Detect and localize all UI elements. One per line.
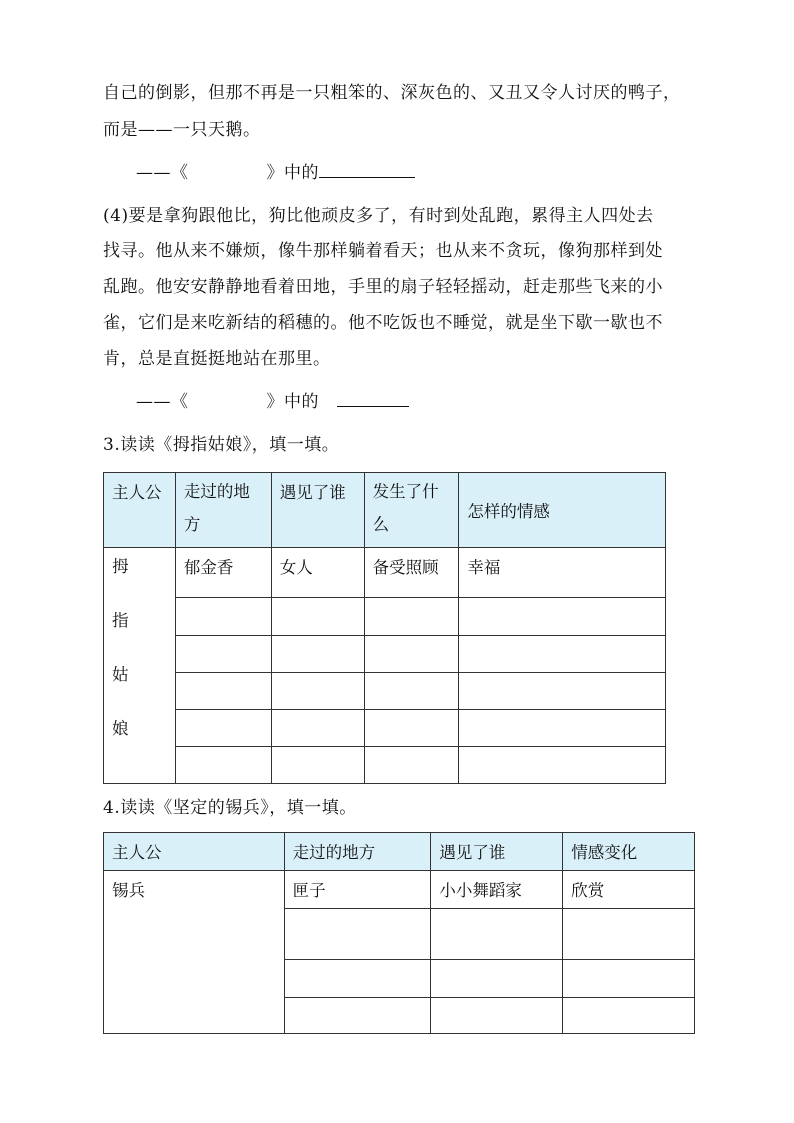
table-cell: 女人 <box>271 548 364 598</box>
table-cell: 幸福 <box>459 548 666 598</box>
empty-cell[interactable] <box>459 747 666 784</box>
table-row <box>104 673 666 710</box>
empty-cell[interactable] <box>459 598 666 636</box>
table-cell: 小小舞蹈家 <box>431 871 563 909</box>
empty-cell[interactable] <box>284 909 431 960</box>
table-cell: 欣赏 <box>563 871 695 909</box>
passage4-line2: 找寻。他从来不嫌烦，像牛那样躺着看天；也从来不贪玩，像狗那样到处 <box>103 241 663 261</box>
passage4-line5: 肯，总是直挺挺地站在那里。 <box>103 349 331 369</box>
protagonist-cell: 锡兵 <box>104 871 285 1034</box>
answer-mid: 》中的 <box>266 163 319 183</box>
empty-cell[interactable] <box>271 598 364 636</box>
empty-cell[interactable] <box>271 673 364 710</box>
empty-cell[interactable] <box>431 960 563 998</box>
empty-cell[interactable] <box>364 636 459 673</box>
empty-cell[interactable] <box>271 636 364 673</box>
empty-cell[interactable] <box>459 636 666 673</box>
empty-cell[interactable] <box>364 747 459 784</box>
q3-title: 3.读读《拇指姑娘》，填一填。 <box>103 435 340 455</box>
empty-cell[interactable] <box>271 747 364 784</box>
table-cell: 郁金香 <box>175 548 271 598</box>
answer-blank[interactable] <box>337 390 409 407</box>
empty-cell[interactable] <box>459 673 666 710</box>
empty-cell[interactable] <box>431 998 563 1034</box>
empty-cell[interactable] <box>175 747 271 784</box>
passage4-answer <box>136 387 409 412</box>
answer-prefix: ——《 <box>136 163 189 183</box>
header-cell: 主人公 <box>104 473 176 548</box>
passage4-line4: 雀，它们是来吃新结的稻穗的。他不吃饭也不睡觉，就是坐下歇一歇也不 <box>103 313 663 333</box>
header-cell: 走过的地方 <box>175 473 271 548</box>
table-header-row <box>104 473 666 548</box>
table-row <box>104 871 695 909</box>
header-cell: 发生了什么 <box>364 473 459 548</box>
header-cell: 主人公 <box>104 833 285 871</box>
q3-table <box>103 472 666 784</box>
empty-cell[interactable] <box>175 710 271 747</box>
q4-title: 4.读读《坚定的锡兵》，填一填。 <box>103 798 357 818</box>
protagonist-char: 指 <box>112 611 129 630</box>
empty-cell[interactable] <box>364 710 459 747</box>
answer-blank[interactable] <box>319 161 415 178</box>
passage4-line3: 乱跑。他安安静静地看着田地，手里的扇子轻轻摇动，赶走那些飞来的小 <box>103 277 663 297</box>
header-cell: 遇见了谁 <box>271 473 364 548</box>
table-cell: 备受照顾 <box>364 548 459 598</box>
passage3-answer <box>136 158 415 183</box>
empty-cell[interactable] <box>271 710 364 747</box>
answer-mid: 》中的 <box>266 392 319 412</box>
table-row <box>104 548 666 598</box>
header-cell: 遇见了谁 <box>431 833 563 871</box>
protagonist-char: 姑 <box>112 665 129 684</box>
empty-cell[interactable] <box>284 960 431 998</box>
empty-cell[interactable] <box>364 673 459 710</box>
table-row <box>104 598 666 636</box>
empty-cell[interactable] <box>284 998 431 1034</box>
q4-table <box>103 832 695 1034</box>
table-row <box>104 710 666 747</box>
empty-cell[interactable] <box>431 909 563 960</box>
empty-cell[interactable] <box>563 909 695 960</box>
empty-cell[interactable] <box>175 598 271 636</box>
empty-cell[interactable] <box>175 636 271 673</box>
table-cell: 匣子 <box>284 871 431 909</box>
table-row <box>104 636 666 673</box>
table-row <box>104 747 666 784</box>
header-cell: 怎样的情感 <box>459 473 666 548</box>
empty-cell[interactable] <box>459 710 666 747</box>
passage3-line2: 而是——一只天鹅。 <box>103 120 261 140</box>
empty-cell[interactable] <box>364 598 459 636</box>
header-cell: 走过的地方 <box>284 833 431 871</box>
passage3-line1: 自己的倒影，但那不再是一只粗笨的、深灰色的、又丑又令人讨厌的鸭子， <box>103 83 681 103</box>
empty-cell[interactable] <box>175 673 271 710</box>
answer-prefix: ——《 <box>136 392 189 412</box>
protagonist-cell <box>104 548 176 784</box>
table-header-row <box>104 833 695 871</box>
empty-cell[interactable] <box>563 960 695 998</box>
header-cell: 情感变化 <box>563 833 695 871</box>
passage4-line1: (4)要是拿狗跟他比，狗比他顽皮多了，有时到处乱跑，累得主人四处去 <box>103 206 654 226</box>
protagonist-char: 拇 <box>112 557 129 576</box>
empty-cell[interactable] <box>563 998 695 1034</box>
protagonist-char: 娘 <box>112 719 129 738</box>
